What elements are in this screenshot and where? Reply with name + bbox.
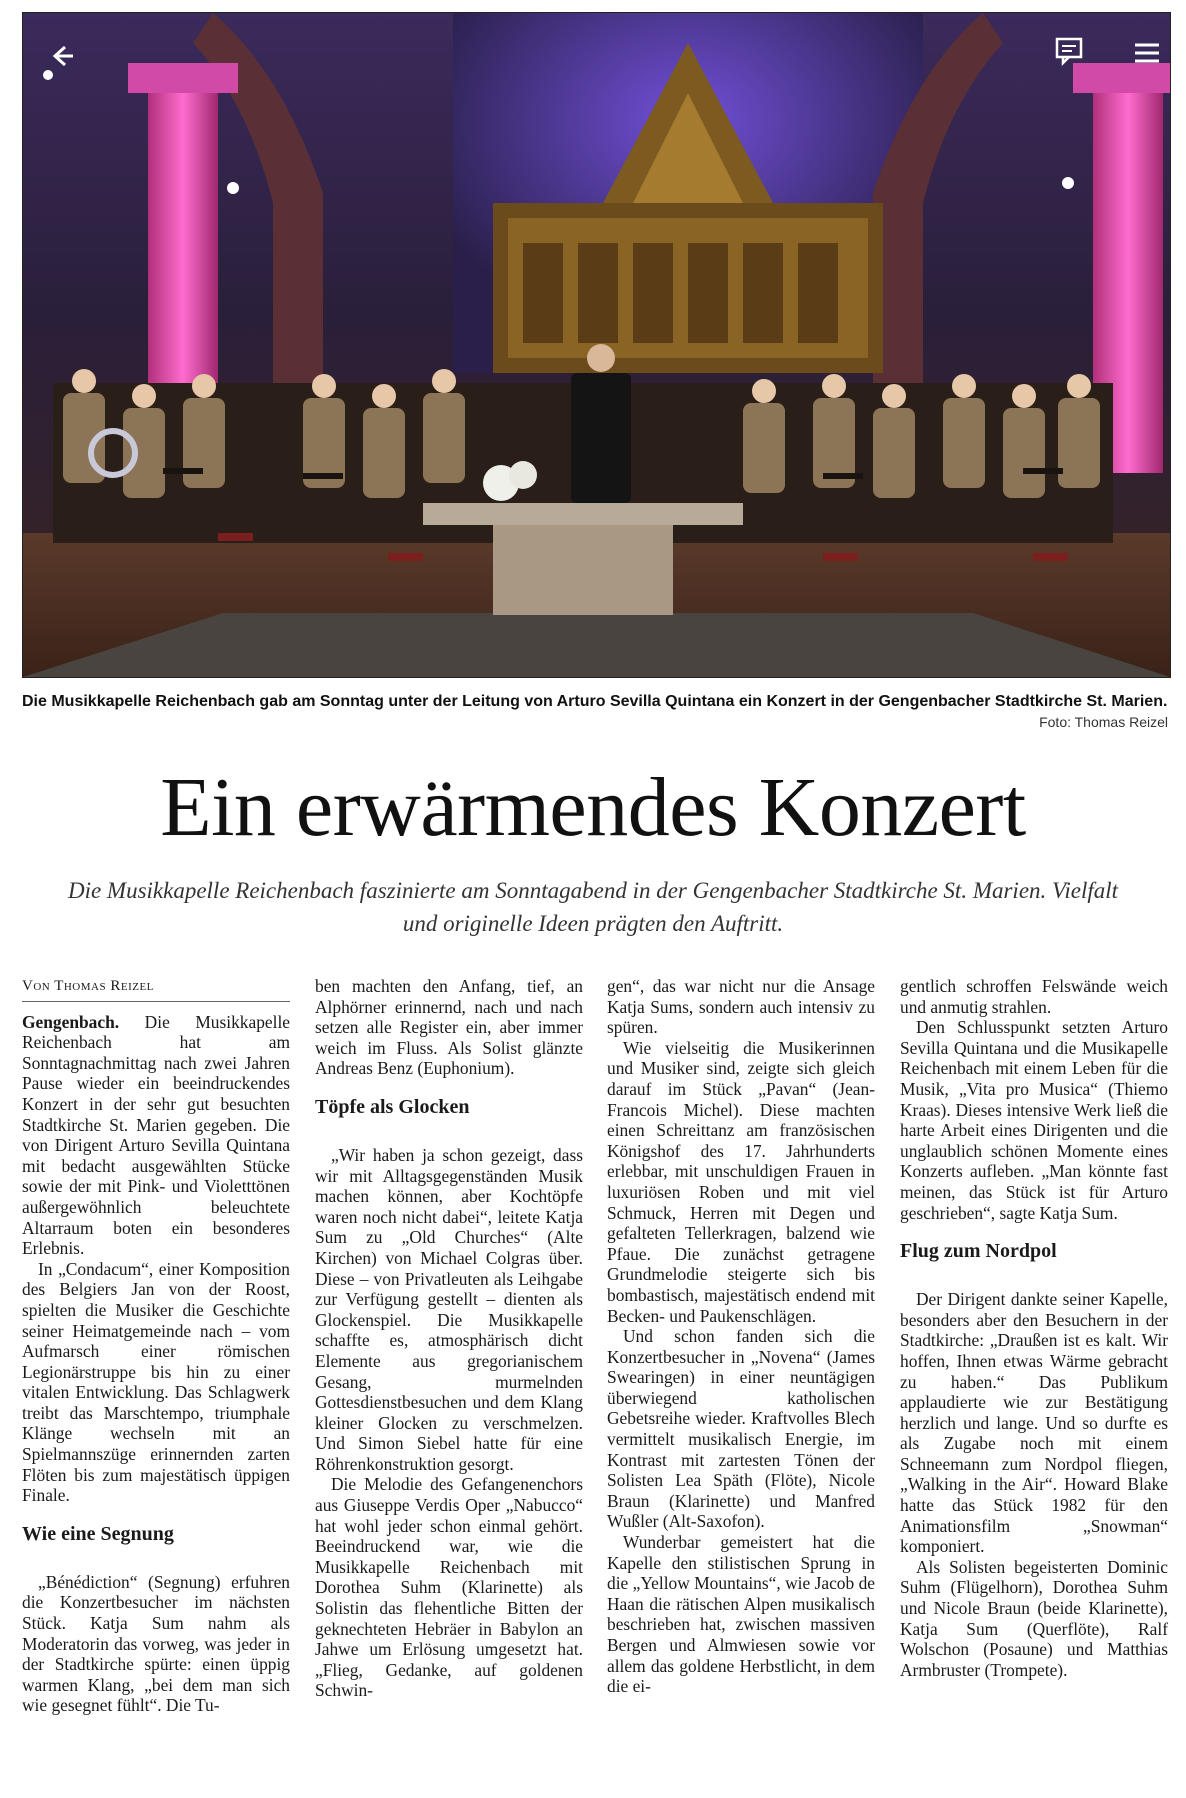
menu-button[interactable] (1131, 39, 1163, 67)
dateline: Gengenbach. (22, 1011, 120, 1032)
subheading: Töpfe als Glocken (315, 1095, 470, 1118)
back-button[interactable] (47, 41, 77, 71)
article-paragraph (22, 1012, 290, 1259)
subheading: Flug zum Nordpol (900, 1240, 1057, 1263)
article-paragraph: Wunderbar gemeistert hat die Kapelle den stilistischen Sprung in die „Yellow Mountains“, wie Jacob de Haan die rätischen Alpen musikalisch beschrieben hat, zwischen massiven Bergen und Almwiesen sowie vor allem das goldene Herbstlicht, in dem die ei- (607, 1532, 875, 1697)
article-paragraph: „Bénédiction“ (Segnung) erfuhren die Konzertbesucher im nächsten Stück. Katja Sum nahm als Moderatorin das vorweg, was jeder in der Stadtkirche spürte: einen üppig warmen Klang, „bei dem man sich wie gesegnet fühlt“. Die Tu- (22, 1571, 290, 1716)
article-column-3 (607, 976, 875, 1697)
article-paragraph: „Wir haben ja schon gezeigt, dass wir mit Alltagsgegenständen Musik machen können, aber Kochtöpfe waren noch nicht dabei“, leitete Katja Sum zu „Old Churches“ (Alte Kirchen) von Michael Colgras über. Diese – von Privatleuten als Leihgabe zur Verfügung gestellt – dienten als Glockenspiel. Die Musikkapelle schaffte es, atmosphärisch dicht Elemente aus gregorianischem Gesang, murmelnden Gottesdienstbesuchen und dem Klang kleiner Glocken zu verschmelzen. Und Simon Siebel hatte für eine Röhrenkonstruktion gesorgt. (315, 1144, 583, 1474)
article-paragraph: Die Melodie des Gefangenenchors aus Giuseppe Verdis Oper „Nabucco“ hat wohl jeder schon einmal gehört. Beeindruckend war, wie die Musikkapelle Reichenbach mit Dorothea Suhm (Klarinette) als Solistin das flehentliche Bitten der geknechteten Hebräer in Babylon an Jahwe um Erlösung umgesetzt hat. „Flieg, Gedanke, auf goldenen Schwin- (315, 1474, 583, 1701)
article-column-2 (315, 976, 583, 1701)
comment-button[interactable] (1053, 35, 1085, 67)
menu-icon (1131, 39, 1163, 67)
byline: Von Thomas Reizel (22, 976, 290, 1002)
article-paragraph: In „Condacum“, einer Komposition des Belgiers Jan von der Roost, spielten die Musiker die Geschichte seiner Heimatgemeinde nach – vom Aufmarsch einer römischen Legionärstruppe bis hin zu einer vitalen Entwicklung. Das Schlagwerk treibt das Marschtempo, triumphale Klänge wechseln mit an Spielmannszüge erinnernden zarten Flöten bis zum majestätisch üppigen Finale. (22, 1258, 290, 1506)
article-paragraph: gentlich schroffen Felswände weich und anmutig strahlen. (900, 976, 1168, 1017)
article-lead: Die Musikkapelle Reichenbach faszinierte am Sonntagabend in der Gengenbacher Stadtkirche St. Marien. Vielfalt und originelle Ideen prägten den Auftritt. (67, 878, 1119, 936)
concert-photo-illustration (23, 13, 1170, 677)
article-headline: Ein erwärmendes Konzert (160, 761, 1026, 854)
article-paragraph: Der Dirigent dankte seiner Kapelle, besonders aber den Besuchern in der Stadtkirche: „Draußen ist es kalt. Wir hoffen, Ihnen etwas Wärme gebracht zu haben.“ Das Publikum applaudierte wie zur Bestätigung herzlich und lange. Und so durfte es als Zugabe noch mit einem Schneemann zum Nordpol fliegen, „Walking in the Air“. Howard Blake hatte das Stück 1982 für den Animationsfilm „Snowman“ komponiert. (900, 1289, 1168, 1557)
article-column-4 (900, 976, 1168, 1680)
comment-icon (1053, 35, 1085, 67)
photo-credit: Foto: Thomas Reizel (1039, 714, 1168, 730)
paragraph-text: Die Musikkapelle Reichenbach hat am Sonntagnachmittag nach zwei Jahren Pause wieder ein beeindruckendes Konzert in der sehr gut besuchten Stadtkirche St. Marien gegeben. Die von Dirigent Arturo Sevilla Quintana mit bedacht ausgewählten Stücke sowie der mit Pink- und Violetttönen außergewöhnlich beleuchtete Altarraum boten ein besonderes Erlebnis. (22, 1011, 290, 1259)
article-paragraph: Den Schlusspunkt setzten Arturo Sevilla Quintana und die Musikapelle Reichenbach mit einem Leben für die Musik, „Vita pro Musica“ (Thiemo Kraas). Dieses intensive Werk ließ die harte Arbeit eines Dirigenten und die unglaublich schönen Momente eines Konzerts aufleben. „Man könnte fast meinen, das Stück ist für Arturo geschrieben“, sagte Katja Sum. (900, 1017, 1168, 1223)
arrow-left-icon (47, 41, 77, 71)
article-paragraph: Als Solisten begeisterten Dominic Suhm (Flügelhorn), Dorothea Suhm und Nicole Braun (beide Klarinette), Katja Sum (Querflöte), Ralf Wolschon (Posaune) und Matthias Armbruster (Trompete). (900, 1556, 1168, 1680)
article-column-1 (22, 976, 290, 1716)
article-photo[interactable] (22, 12, 1171, 678)
subheading: Wie eine Segnung (22, 1522, 174, 1545)
article-paragraph: Und schon fanden sich die Konzertbesucher in „Novena“ (James Swearingen) in einer neuntägigen überwiegend katholischen Gebetsreihe wieder. Kraftvolles Blech vermittelt musikalisch Energie, im Kontrast mit zartesten Tönen der Solisten Lea Späth (Flöte), Nicole Braun (Klarinette) und Manfred Wußler (Alt-Saxofon). (607, 1326, 875, 1532)
article-paragraph: gen“, das war nicht nur die Ansage Katja Sums, sondern auch intensiv zu spüren. (607, 976, 875, 1038)
article-paragraph: Wie vielseitig die Musikerinnen und Musiker sind, zeigte sich gleich darauf im Stück „Pavan“ (Jean-Francois Michel). Diese machten einen Schreittanz am französischen Königshof des 17. Jahrhunderts erlebbar, mit unschuldigen Frauen in luxuriösen Roben und mit viel Schmuck, Herren mit Degen und gefalteten Tellerkragen, balzend wie Pfaue. Die zunächst getragene Grundmelodie steigerte sich bis bombastisch, majestätisch endend mit Becken- und Paukenschlägen. (607, 1037, 875, 1326)
article-paragraph: ben machten den Anfang, tief, an Alphörner erinnernd, nach und nach setzen alle Register ein, aber immer weich im Fluss. Als Solist glänzte Andreas Benz (Euphonium). (315, 976, 583, 1079)
photo-caption: Die Musikkapelle Reichenbach gab am Sonntag unter der Leitung von Arturo Sevilla Quintana ein Konzert in der Gengenbacher Stadtkirche St. Marien. (22, 693, 1168, 710)
